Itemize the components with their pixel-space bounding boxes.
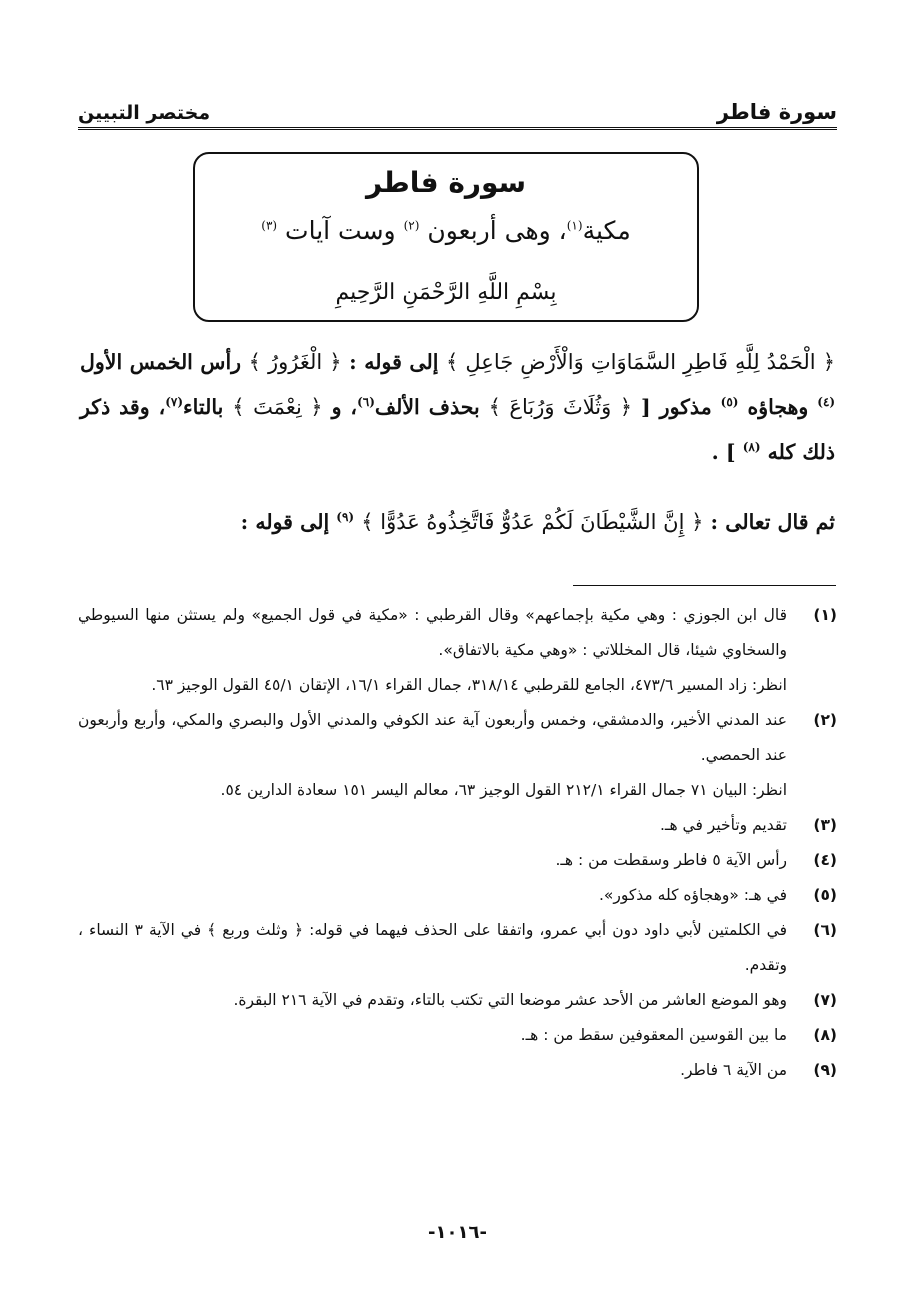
text-segment: وهجاؤه [747, 395, 809, 419]
footnote-ref-7: (٧) [165, 395, 184, 410]
footnote-ref-3: (٣) [261, 218, 278, 233]
footnotes [78, 598, 837, 1088]
text-segment: رأس الخمس الأول [80, 350, 242, 374]
text-segment: ، وقد ذكر ذلك كله [80, 395, 835, 464]
surah-title-box [193, 152, 699, 322]
footnote-number: (٧) [813, 991, 837, 1009]
verse-count-a: ، وهى أربعون [427, 216, 567, 245]
footnote-number: (٨) [813, 1026, 837, 1044]
page-number: -١٠١٦- [428, 1222, 487, 1243]
footnote-text: عند المدني الأخير، والدمشقي، وخمس وأربعون آية عند الكوفي والمدني الأول والبصري والمكي، وأربع وأربعون عند الحمصي. [78, 711, 787, 764]
verse-count-b: وست آيات [285, 216, 396, 245]
text-segment: ، و [331, 395, 358, 419]
footnote-text: انظر: البيان ٧١ جمال القراء ٢١٢/١ القول الوجيز ٦٣، معالم اليسر ١٥١ سعادة الدارين ٥٤. [220, 781, 787, 799]
makkiya-text: مكية [582, 216, 631, 245]
footnote-ref-6: (٦) [357, 395, 375, 410]
surah-info [195, 216, 697, 245]
footnote-text: ما بين القوسين المعقوفين سقط من : هـ. [520, 1026, 787, 1044]
footnote-ref-1: (١) [566, 218, 583, 233]
footnote [78, 843, 837, 878]
footnote-text: في الكلمتين لأبي داود دون أبي عمرو، واتفقا على الحذف فيهما في قوله: ﴿ وثلث وربع ﴾ في الآية ٣ النساء ، وتقدم. [78, 921, 787, 974]
footnote-number: (٩) [813, 1061, 837, 1079]
quran-verse-3: ﴿ وَثُلَاثَ وَرُبَاعَ ﴾ [488, 395, 633, 419]
footnote [78, 878, 837, 913]
main-paragraph-2 [80, 500, 835, 545]
header-divider [78, 127, 837, 130]
footnote [78, 983, 837, 1018]
footnote-ref-5: (٥) [720, 395, 739, 410]
footnote-ref-8: (٨) [742, 440, 761, 455]
quran-verse-5: ﴿ إِنَّ الشَّيْطَانَ لَكُمْ عَدُوٌّ فَاتَّخِذُوهُ عَدُوًّا ﴾ [361, 510, 704, 534]
footnote-text: رأس الآية ٥ فاطر وسقطت من : هـ. [555, 851, 787, 869]
footnote-number: (١) [813, 606, 837, 624]
footnote-text: وهو الموضع العاشر من الأحد عشر موضعا التي تكتب بالتاء، وتقدم في الآية ٢١٦ البقرة. [233, 991, 787, 1009]
footnote-text: في هـ: «وهجاؤه كله مذكور». [599, 886, 787, 904]
text-segment: بالتاء [183, 395, 224, 419]
header-book-name: مختصر التبيين [78, 102, 211, 124]
quran-verse-1: ﴿ الْحَمْدُ لِلَّهِ فَاطِرِ السَّمَاوَاتِ وَالْأَرْضِ جَاعِلِ ﴾ [446, 350, 835, 374]
footnote-number: (٢) [813, 711, 837, 729]
footnote-number: (٤) [813, 851, 837, 869]
running-header [78, 88, 837, 124]
text-segment: ثم قال تعالى : [710, 510, 835, 534]
basmala: بِسْمِ اللَّهِ الرَّحْمَنِ الرَّحِيمِ [335, 280, 557, 305]
text-segment: إلى قوله : [349, 350, 439, 374]
text-segment: مذكور [ [641, 395, 712, 419]
footnote-ref-2: (٢) [403, 218, 420, 233]
text-segment: إلى قوله : [240, 510, 330, 534]
footnote-number: (٦) [813, 921, 837, 939]
footnote-number: (٣) [813, 816, 837, 834]
main-paragraph-1 [80, 340, 835, 475]
footnote [78, 1018, 837, 1053]
text-segment: بحذف الألف [374, 395, 480, 419]
footnote-ref-9: (٩) [336, 510, 355, 525]
footnote [78, 1053, 837, 1088]
footnote-text: قال ابن الجوزي : وهي مكية بإجماعهم» وقال القرطبي : «مكية في قول الجميع» ولم يستثن منها السيوطي والسخاوي شيئا، قال المخللاتي : «وهي مكية بالاتفاق». [78, 606, 787, 659]
footnote-number: (٥) [813, 886, 837, 904]
footnote [78, 808, 837, 843]
footnote-text: انظر: زاد المسير ٤٧٣/٦، الجامع للقرطبي ٣١٨/١٤، جمال القراء ١٦/١، الإتقان ٤٥/١ القول الوجيز ٦٣. [151, 676, 787, 694]
footnote [78, 703, 837, 808]
footnote-ref-4: (٤) [817, 395, 836, 410]
quran-verse-2: ﴿ الْغَرُورُ ﴾ [248, 350, 342, 374]
text-segment: ] . [711, 440, 736, 464]
quran-verse-4: ﴿ نِعْمَتَ ﴾ [232, 395, 323, 419]
header-surah-name: سورة فاطر [716, 100, 837, 124]
footnote [78, 598, 837, 703]
surah-title: سورة فاطر [365, 166, 527, 199]
footnote-divider [573, 585, 836, 586]
footnote-text: تقديم وتأخير في هـ. [659, 816, 787, 834]
footnote-text: من الآية ٦ فاطر. [680, 1061, 787, 1079]
footnote [78, 913, 837, 983]
